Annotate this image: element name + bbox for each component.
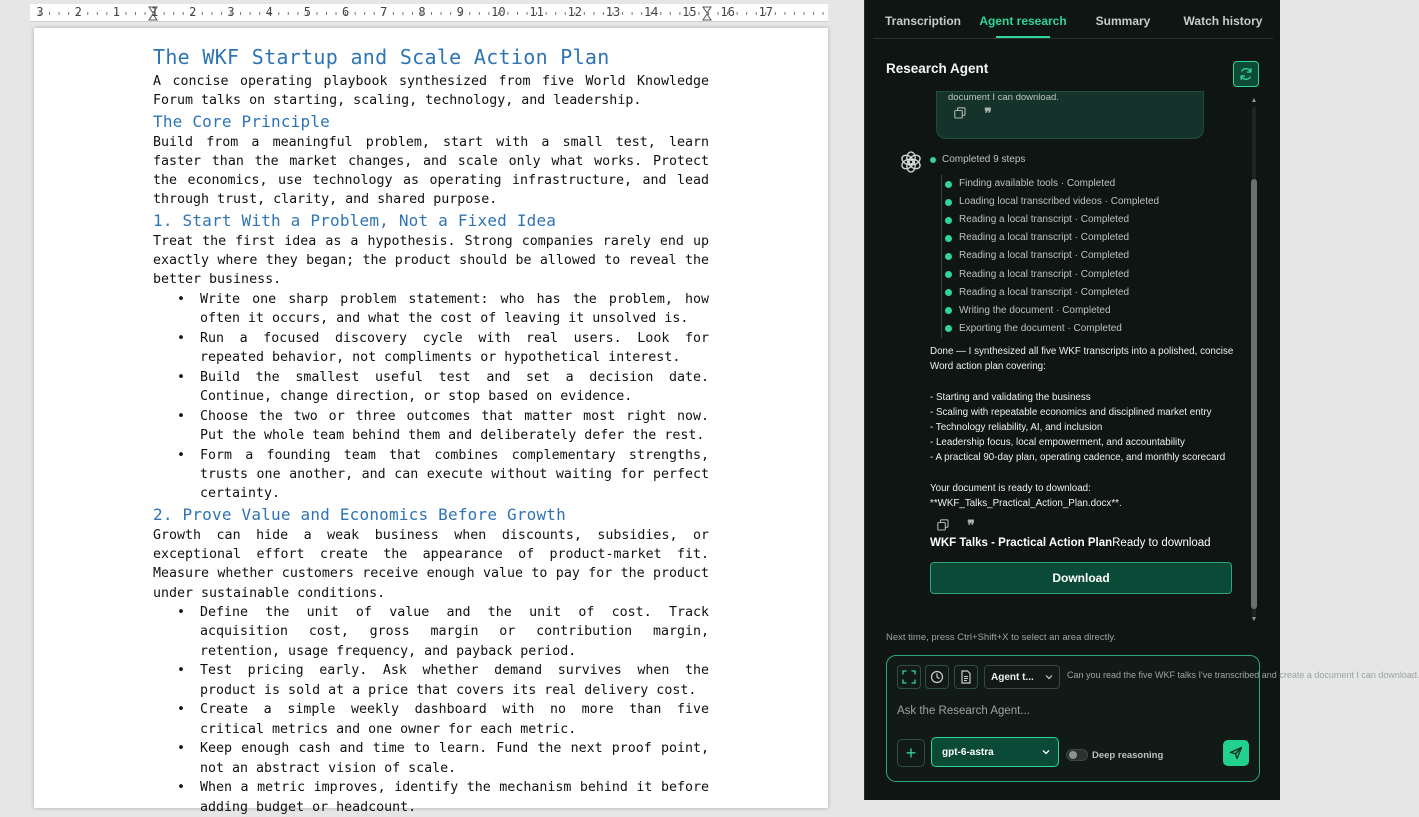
clock-icon [930, 670, 944, 684]
chevron-down-icon [1042, 749, 1050, 755]
ruler-number: 15 [682, 5, 697, 19]
copy-icon[interactable] [936, 518, 950, 532]
deep-reasoning-toggle[interactable] [1066, 749, 1088, 761]
step-label: Reading a local transcript · Completed [959, 250, 1130, 262]
ruler-ticks [30, 4, 828, 22]
ruler-number: 5 [303, 5, 312, 19]
steps-summary-label: Completed 9 steps [942, 154, 1026, 165]
refresh-button[interactable] [1233, 61, 1259, 87]
tab-watch-history[interactable]: Watch history [1183, 14, 1263, 28]
chat-thread[interactable] [886, 92, 1260, 625]
chevron-down-icon [1045, 674, 1053, 680]
ruler-number: 1 [150, 5, 159, 19]
steps-list [941, 175, 1241, 338]
ruler-number: 9 [456, 5, 464, 19]
step-label: Reading a local transcript · Completed [959, 232, 1130, 244]
ruler-number: 4 [265, 5, 273, 19]
check-dot-icon [945, 217, 952, 224]
list-item-text: Run a focused discovery cycle with real users. Look for repeated behavior, not compliments or hypothetical interest. [200, 330, 709, 365]
list-item-text: Form a founding team that combines complementary strengths, trusts one another, and can execute without waiting for perfect certainty. [200, 447, 709, 502]
tabs-divider [873, 38, 1273, 39]
document-icon [959, 670, 973, 684]
document-page[interactable] [34, 28, 828, 815]
section-2-heading: 2. Prove Value and Economics Before Growth [153, 504, 566, 524]
section-1-heading: 1. Start With a Problem, Not a Fixed Idea [153, 210, 557, 230]
document-card-name: WKF Talks - Practical Action Plan [930, 537, 1113, 549]
list-item-text: Choose the two or three outcomes that matter most right now. Put the whole team behind them and deliberately defer the rest. [200, 408, 709, 443]
check-dot-icon [945, 235, 952, 242]
ruler-number: 11 [529, 5, 544, 19]
list-item: • When a metric improves, identify the mechanism behind it before adding budget or headcount. [177, 780, 709, 815]
step-item [942, 320, 1241, 338]
agent-panel [864, 0, 1419, 800]
send-button[interactable] [1223, 740, 1249, 766]
list-item: • Form a founding team that combines complementary strengths, trusts one another, and can execute without waiting for perfect certainty. [177, 447, 709, 502]
step-item [942, 265, 1241, 283]
ruler-number: 1 [112, 5, 121, 19]
scroll-thumb[interactable] [1251, 179, 1257, 609]
right-indent-marker[interactable] [703, 7, 711, 20]
ruler-number: 3 [227, 5, 235, 19]
list-item: • Run a focused discovery cycle with real users. Look for repeated behavior, not compliments or hypothetical interest. [177, 330, 709, 365]
user-message-bubble [936, 91, 1204, 139]
message-composer [886, 655, 1419, 782]
step-item [942, 247, 1241, 265]
history-button[interactable] [925, 665, 949, 689]
list-item: • Choose the two or three outcomes that matter most right now. Put the whole team behind them and deliberately defer the rest. [177, 408, 709, 443]
assistant-avatar-icon [899, 150, 923, 174]
check-dot-icon [945, 325, 952, 332]
copy-icon[interactable] [953, 106, 967, 120]
list-item-text: Test pricing early. Ask whether demand survives when the product is sold at a price that covers its real delivery cost. [200, 663, 709, 698]
list-item: • Define the unit of value and the unit of cost. Track acquisition cost, gross margin or contribution margin, retention, usage frequency, and payback period. [177, 605, 709, 659]
ruler-number: 13 [605, 5, 621, 19]
ruler-number: 17 [758, 5, 774, 19]
chat-scrollbar[interactable] [1249, 97, 1259, 624]
step-label: Writing the document · Completed [959, 304, 1111, 316]
ruler-number: 7 [380, 5, 388, 19]
list-item-text: Define the unit of value and the unit of cost. Track acquisition cost, gross margin or contribution margin, retention, usage frequency, and payback period. [200, 605, 709, 659]
check-dot-icon [945, 253, 952, 260]
message-actions [953, 106, 995, 120]
step-label: Finding available tools · Completed [959, 178, 1116, 190]
step-label: Loading local transcribed videos · Completed [959, 196, 1160, 208]
ruler-number: 16 [720, 5, 735, 19]
ruler-number: 3 [36, 5, 44, 19]
panel-title: Research Agent [886, 61, 989, 76]
ruler-number: 6 [341, 5, 350, 19]
status-dot-icon [930, 157, 936, 163]
tab-transcription[interactable]: Transcription [884, 14, 961, 28]
panel-tabs [873, 8, 1273, 38]
document-intro: A concise operating playbook synthesized from five World Knowledge Forum talks on starting, scaling, technology, and leadership. [153, 74, 709, 109]
refresh-icon [1239, 67, 1253, 81]
shortcut-hint: Next time, press Ctrl+Shift+X to select an area directly. [886, 632, 1117, 643]
step-item [942, 229, 1241, 247]
check-dot-icon [945, 289, 952, 296]
ruler-number: 2 [74, 5, 82, 19]
model-select-value: gpt-6-astra [942, 746, 994, 758]
check-dot-icon [945, 307, 952, 314]
document-card [930, 537, 1211, 549]
document-title: The WKF Startup and Scale Action Plan [153, 45, 610, 69]
step-item [942, 175, 1241, 193]
select-area-button[interactable] [897, 665, 921, 689]
list-item-text: Keep enough cash and time to learn. Fund the next proof point, not an abstract vision of scale. [200, 741, 709, 776]
model-select[interactable] [931, 737, 1059, 767]
check-dot-icon [945, 181, 952, 188]
check-dot-icon [945, 199, 952, 206]
section-1-bullets [153, 290, 709, 504]
step-label: Reading a local transcript · Completed [959, 268, 1130, 280]
check-dot-icon [945, 271, 952, 278]
document-content[interactable] [153, 42, 709, 817]
step-item [942, 302, 1241, 320]
attach-document-button[interactable] [954, 665, 978, 689]
step-item [942, 211, 1241, 229]
list-item: • Create a simple weekly dashboard with no more than five critical metrics and one owner for each metric. [177, 702, 709, 737]
ruler-number: 14 [643, 5, 659, 19]
tab-summary[interactable]: Summary [1095, 14, 1151, 28]
list-item: • Build the smallest useful test and set a decision date. Continue, change direction, or stop based on evidence. [177, 369, 709, 404]
scroll-up-icon[interactable]: ▲ [1250, 97, 1258, 104]
download-button[interactable]: Download [930, 562, 1232, 594]
section-2-text: Growth can hide a weak business when discounts, subsidies, or exceptional effort create the appearance of product-market fit. Measure whether customers receive enough value to pay for the product under sustainable conditions. [153, 527, 709, 601]
list-item: • Keep enough cash and time to learn. Fund the next proof point, not an abstract vision of scale. [177, 741, 709, 776]
quote-icon[interactable]: ❞ [967, 516, 975, 533]
section-1-text: Treat the first idea as a hypothesis. Strong companies rarely end up exactly where they began; the product should be allowed to reveal the better business. [153, 233, 709, 288]
section-2-bullets [153, 603, 709, 817]
scroll-down-icon[interactable]: ▼ [1250, 616, 1258, 623]
core-principle-text: Build from a meaningful problem, start with a small test, learn faster than the market changes, and scale only what works. Protect the economics, use technology as operating infrastructure, and lead through trust, clarity, and shared purpose. [153, 134, 709, 208]
ruler-number: 12 [567, 5, 583, 19]
ruler-number: 2 [189, 5, 197, 19]
list-item-text: Write one sharp problem statement: who has the problem, how often it occurs, and what the cost of leaving it unsolved is. [200, 291, 709, 326]
ruler-number: 8 [418, 5, 426, 19]
list-item: • Test pricing early. Ask whether demand survives when the product is sold at a price that covers its real delivery cost. [177, 663, 709, 698]
agent-select-value: Agent t... [991, 671, 1034, 683]
user-message-text: document I can download. [948, 92, 1059, 103]
step-item [942, 193, 1241, 211]
ruler[interactable] [30, 4, 828, 22]
step-item [942, 284, 1241, 302]
send-icon [1229, 746, 1243, 760]
ask-input[interactable] [897, 702, 1247, 720]
add-button[interactable] [897, 739, 925, 767]
expand-icon [902, 670, 916, 684]
step-label: Exporting the document · Completed [959, 322, 1122, 334]
core-principle-heading: The Core Principle [153, 111, 330, 131]
assistant-response-text: Done — I synthesized all five WKF transcripts into a polished, concise Word action plan covering: - Starting and validating the business - Scaling with repeatable economics and disciplined market entry - Technology reliability, AI, and inclusion - Leadership focus, local empowerment, and accountability - A practical 90-day plan, operating cadence, and monthly scorecard Your document is ready to download: **WKF_Talks_Practical_Action_Plan.docx**. [930, 346, 1234, 510]
steps-summary[interactable] [930, 154, 1025, 165]
response-actions [936, 518, 978, 532]
step-label: Reading a local transcript · Completed [959, 286, 1130, 298]
list-item-text: Build the smallest useful test and set a decision date. Continue, change direction, or stop based on evidence. [200, 369, 709, 404]
list-item-text: When a metric improves, identify the mechanism behind it before adding budget or headcount. [200, 780, 709, 815]
tab-agent-research[interactable]: Agent research [973, 8, 1073, 38]
ruler-number: 10 [491, 5, 506, 19]
document-card-status: Ready to download [1112, 537, 1211, 549]
list-item-text: Create a simple weekly dashboard with no more than five critical metrics and one owner for each metric. [200, 702, 709, 737]
deep-reasoning-label: Deep reasoning [1092, 750, 1164, 761]
context-prompt-text: Can you read the five WKF talks I've transcribed and create a document I can download. [1067, 670, 1419, 680]
list-item: • Write one sharp problem statement: who has the problem, how often it occurs, and what the cost of leaving it unsolved is. [177, 291, 709, 326]
quote-icon[interactable]: ❞ [984, 104, 992, 121]
step-label: Reading a local transcript · Completed [959, 214, 1130, 226]
agent-select[interactable] [984, 665, 1060, 689]
plus-icon: + [905, 742, 917, 763]
